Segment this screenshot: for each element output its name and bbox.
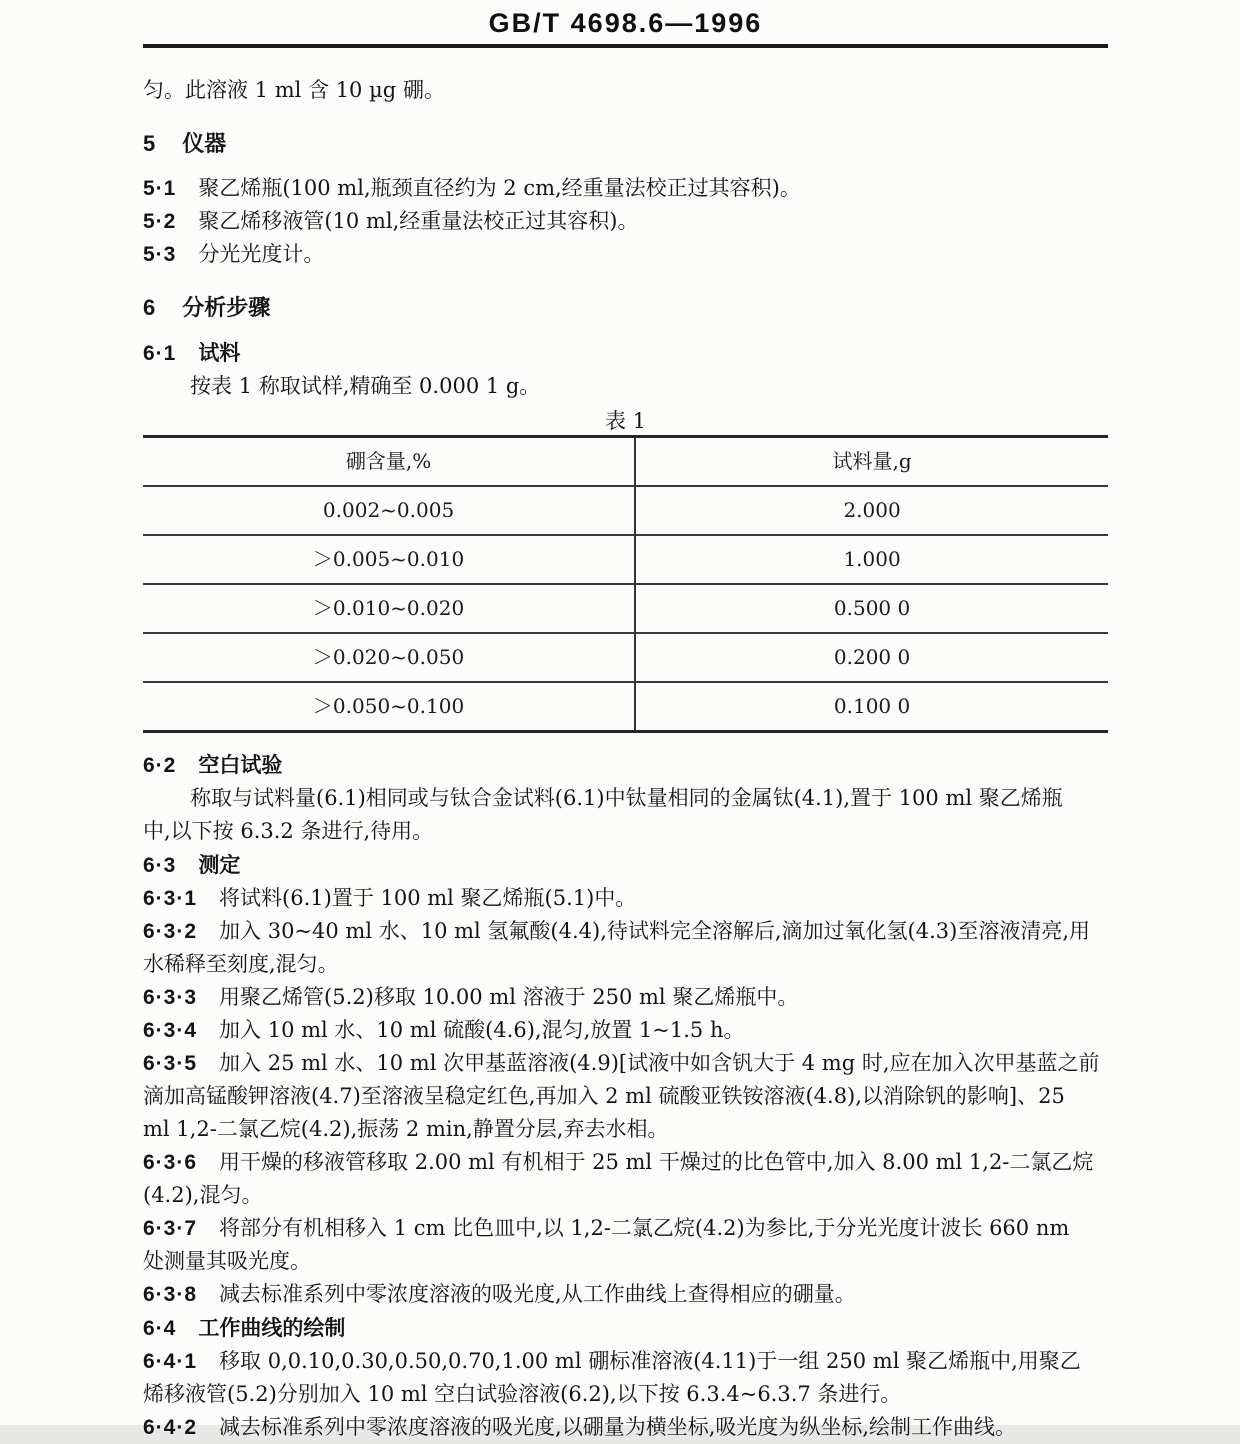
clause-title: 工作曲线的绘制 (198, 1317, 346, 1340)
clause-heading (143, 848, 1108, 882)
paragraph-line: 称取与试料量(6.1)相同或与钛合金试料(6.1)中钛量相同的金属钛(4.1),置于 100 ml 聚乙烯瓶 (190, 786, 1063, 810)
table-cell: 1.000 (635, 535, 1108, 584)
table-cell: 0.500 0 (635, 584, 1108, 633)
table-cell: 2.000 (635, 486, 1108, 535)
clause-text: 聚乙烯瓶(100 ml,瓶颈直径约为 2 cm,经重量法校正过其容积)。 (198, 176, 801, 200)
clause-line (143, 1014, 1108, 1047)
clause-line (143, 915, 1108, 948)
clause-text: 用聚乙烯管(5.2)移取 10.00 ml 溶液于 250 ml 聚乙烯瓶中。 (219, 985, 799, 1009)
clause-line (143, 1278, 1108, 1311)
clause-number: 5·2 (143, 210, 177, 233)
clause-continuation-line: ml 1,2-二氯乙烷(4.2),振荡 2 min,静置分层,弃去水相。 (143, 1117, 669, 1141)
table-row (143, 486, 1108, 535)
table-cell: ＞0.010~0.020 (143, 584, 635, 633)
clause-text: 将试料(6.1)置于 100 ml 聚乙烯瓶(5.1)中。 (219, 886, 637, 910)
clause-line (143, 1212, 1108, 1245)
clause-number: 6·3·2 (143, 920, 198, 943)
clause-number: 6·3·8 (143, 1283, 198, 1306)
table-row (143, 535, 1108, 584)
clause-line (143, 205, 1108, 238)
clause-line (143, 981, 1108, 1014)
clause-number: 6·3·3 (143, 986, 198, 1009)
doc-number: GB/T 4698.6—1996 (488, 8, 763, 38)
clause-number: 6·3·1 (143, 887, 198, 910)
clause-text: 用干燥的移液管移取 2.00 ml 有机相于 25 ml 干燥过的比色管中,加入 8.00 ml 1,2-二氯乙烷 (219, 1150, 1094, 1174)
clause-line (143, 1411, 1108, 1444)
table-header-cell: 试料量,g (832, 449, 912, 473)
table-cell: 0.200 0 (635, 633, 1108, 682)
clause-number: 6·3 (143, 854, 177, 877)
clause-text: 加入 25 ml 水、10 ml 次甲基蓝溶液(4.9)[试液中如含钒大于 4 mg 时,应在加入次甲基蓝之前 (219, 1051, 1100, 1075)
clause-number: 6·3·7 (143, 1217, 198, 1240)
data-table (143, 435, 1108, 733)
clause-number: 6·3·5 (143, 1052, 198, 1075)
clause-heading (143, 336, 1108, 370)
clause-number: 5·1 (143, 177, 177, 200)
clause-line (143, 238, 1108, 271)
table-cell: ＞0.020~0.050 (143, 633, 635, 682)
clause-number: 5 (143, 131, 157, 156)
clause-title: 试料 (198, 342, 241, 365)
table-row (143, 682, 1108, 732)
document-body (143, 48, 1108, 1444)
clause-number: 5·3 (143, 243, 177, 266)
clause-continuation-line: 处测量其吸光度。 (143, 1249, 311, 1273)
clause-line (143, 1345, 1108, 1378)
table-row (143, 633, 1108, 682)
clause-title: 分析步骤 (182, 295, 271, 320)
clause-continuation-line: (4.2),混匀。 (143, 1183, 263, 1207)
clause-text: 加入 10 ml 水、10 ml 硫酸(4.6),混匀,放置 1~1.5 h。 (219, 1018, 745, 1042)
clause-line (143, 1146, 1108, 1179)
clause-continuation-line: 烯移液管(5.2)分别加入 10 ml 空白试验溶液(6.2),以下按 6.3.4~6.3.7 条进行。 (143, 1382, 902, 1406)
clause-text: 减去标准系列中零浓度溶液的吸光度,以硼量为横坐标,吸光度为纵坐标,绘制工作曲线。 (219, 1415, 1017, 1439)
clause-number: 6·4·1 (143, 1350, 198, 1373)
clause-number: 6·4 (143, 1317, 177, 1340)
clause-line (143, 1047, 1108, 1080)
table-cell: 0.100 0 (635, 682, 1108, 732)
clause-text: 移取 0,0.10,0.30,0.50,0.70,1.00 ml 硼标准溶液(4.11)于一组 250 ml 聚乙烯瓶中,用聚乙 (219, 1349, 1081, 1373)
table-row (143, 584, 1108, 633)
paragraph-line: 匀。此溶液 1 ml 含 10 µg 硼。 (143, 78, 445, 102)
table-header-cell: 硼含量,% (143, 437, 635, 487)
clause-text: 减去标准系列中零浓度溶液的吸光度,从工作曲线上查得相应的硼量。 (219, 1282, 856, 1306)
content-column (143, 0, 1108, 1444)
clause-number: 6·3·4 (143, 1019, 198, 1042)
table-header-row (143, 437, 1108, 487)
clause-title: 测定 (198, 854, 241, 877)
clause-continuation-line: 滴加高锰酸钾溶液(4.7)至溶液呈稳定红色,再加入 2 ml 硫酸亚铁铵溶液(4.8),以消除钒的影响]、25 (143, 1084, 1065, 1108)
clause-title: 空白试验 (198, 754, 283, 777)
paragraph-line: 中,以下按 6.3.2 条进行,待用。 (143, 819, 434, 843)
clause-number: 6·2 (143, 754, 177, 777)
clause-line (143, 172, 1108, 205)
clause-text: 加入 30~40 ml 水、10 ml 氢氟酸(4.4),待试料完全溶解后,滴加过氧化氢(4.3)至溶液清亮,用 (219, 919, 1091, 943)
clause-title: 仪器 (182, 131, 227, 156)
clause-text: 聚乙烯移液管(10 ml,经重量法校正过其容积)。 (198, 209, 639, 233)
clause-line (143, 882, 1108, 915)
section-heading (143, 126, 1108, 162)
table-caption: 表 1 (604, 409, 647, 433)
table-cell: ＞0.005~0.010 (143, 535, 635, 584)
clause-continuation-line: 水稀释至刻度,混匀。 (143, 952, 339, 976)
table-cell: ＞0.050~0.100 (143, 682, 635, 732)
paragraph-line: 按表 1 称取试样,精确至 0.000 1 g。 (190, 374, 541, 398)
section-heading (143, 290, 1108, 326)
clause-heading (143, 1311, 1108, 1345)
clause-number: 6·1 (143, 342, 177, 365)
clause-text: 将部分有机相移入 1 cm 比色皿中,以 1,2-二氯乙烷(4.2)为参比,于分光光度计波长 660 nm (219, 1216, 1070, 1240)
clause-number: 6·3·6 (143, 1151, 198, 1174)
clause-number: 6·4·2 (143, 1416, 198, 1439)
table-cell: 0.002~0.005 (143, 486, 635, 535)
clause-text: 分光光度计。 (198, 242, 325, 266)
clause-number: 6 (143, 295, 157, 320)
clause-heading (143, 748, 1108, 782)
